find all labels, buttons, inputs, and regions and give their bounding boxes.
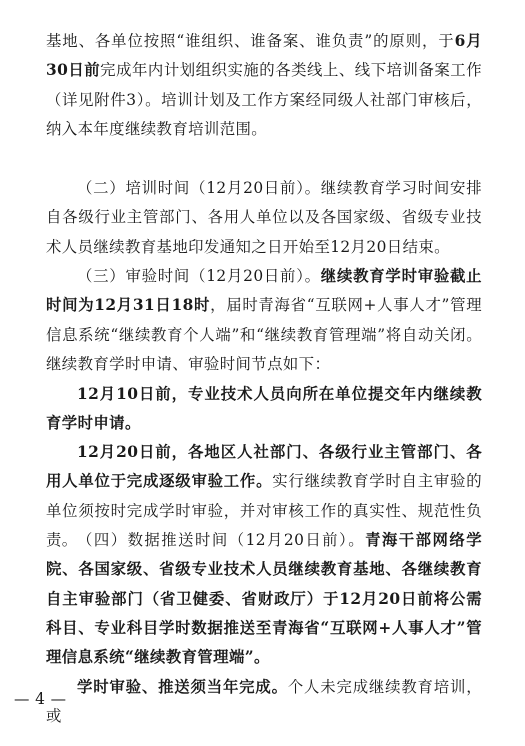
- bold-dec-20-text: 12月20日前，各地区人社部门、各级行业主管部门、各用人单位于完成逐级审验工作。: [46, 443, 482, 491]
- bold-annual-completion: 学时审验、推送须当年完成。: [77, 678, 288, 696]
- bold-data-push-text: 青海干部网络学院、各国家级、省级专业技术人员继续教育基地、各继续教育自主审验部门（省卫健委、省财政厅）于12月20日前将公需科目、专业科目学时数据推送至青海省“互联网+人事人才”管理信息系统“继续教育管理端”。: [46, 531, 482, 667]
- paragraph-dec-10-deadline: [46, 380, 482, 439]
- text-run: 实行继续教育学时自主审验的单位须按时完成学时审验，并对审核工作的真实性、规范性负责。: [46, 472, 482, 549]
- text-run: ，届时青海省“互联网+人事人才”管理信息系统“继续教育个人端”和“继续教育管理端”将自动关闭。继续教育学时申请、审验时间节点如下：: [46, 296, 482, 373]
- text-run: 基地、各单位按照“谁组织、谁备案、谁负责”的原则，于: [46, 32, 455, 50]
- text-run: 完成年内计划组织实施的各类线上、线下培训备案工作（详见附件3）。培训计划及工作方案经同级人社部门审核后，纳入本年度继续教育培训范围。: [46, 61, 482, 138]
- text-run: （二）培训时间（12月20日前）。继续教育学习时间安排自各级行业主管部门、各用人单位以及各国家级、省级专业技术人员继续教育基地印发通知之日开始至12月20日结束。: [46, 179, 482, 256]
- text-run: （四）数据推送时间（12月20日前）。: [77, 531, 366, 549]
- paragraph-review-time: [46, 262, 482, 379]
- bold-deadline-june-30: 6月30日前: [46, 32, 482, 80]
- text-run: （三）审验时间（12月20日前）。: [77, 267, 321, 285]
- bold-review-deadline: 继续教育学时审验截止时间为12月31日18时: [46, 267, 482, 315]
- page-number: — 4 —: [14, 690, 67, 708]
- paragraph-registration-principle: [46, 27, 482, 144]
- paragraph-annual-completion: [46, 673, 482, 732]
- paragraph-data-push-time: [46, 526, 482, 672]
- paragraph-training-time: [46, 174, 482, 262]
- text-run: 个人未完成继续教育培训，或: [46, 678, 482, 726]
- bold-dec-10-text: 12月10日前，专业技术人员向所在单位提交年内继续教育学时申请。: [46, 385, 482, 433]
